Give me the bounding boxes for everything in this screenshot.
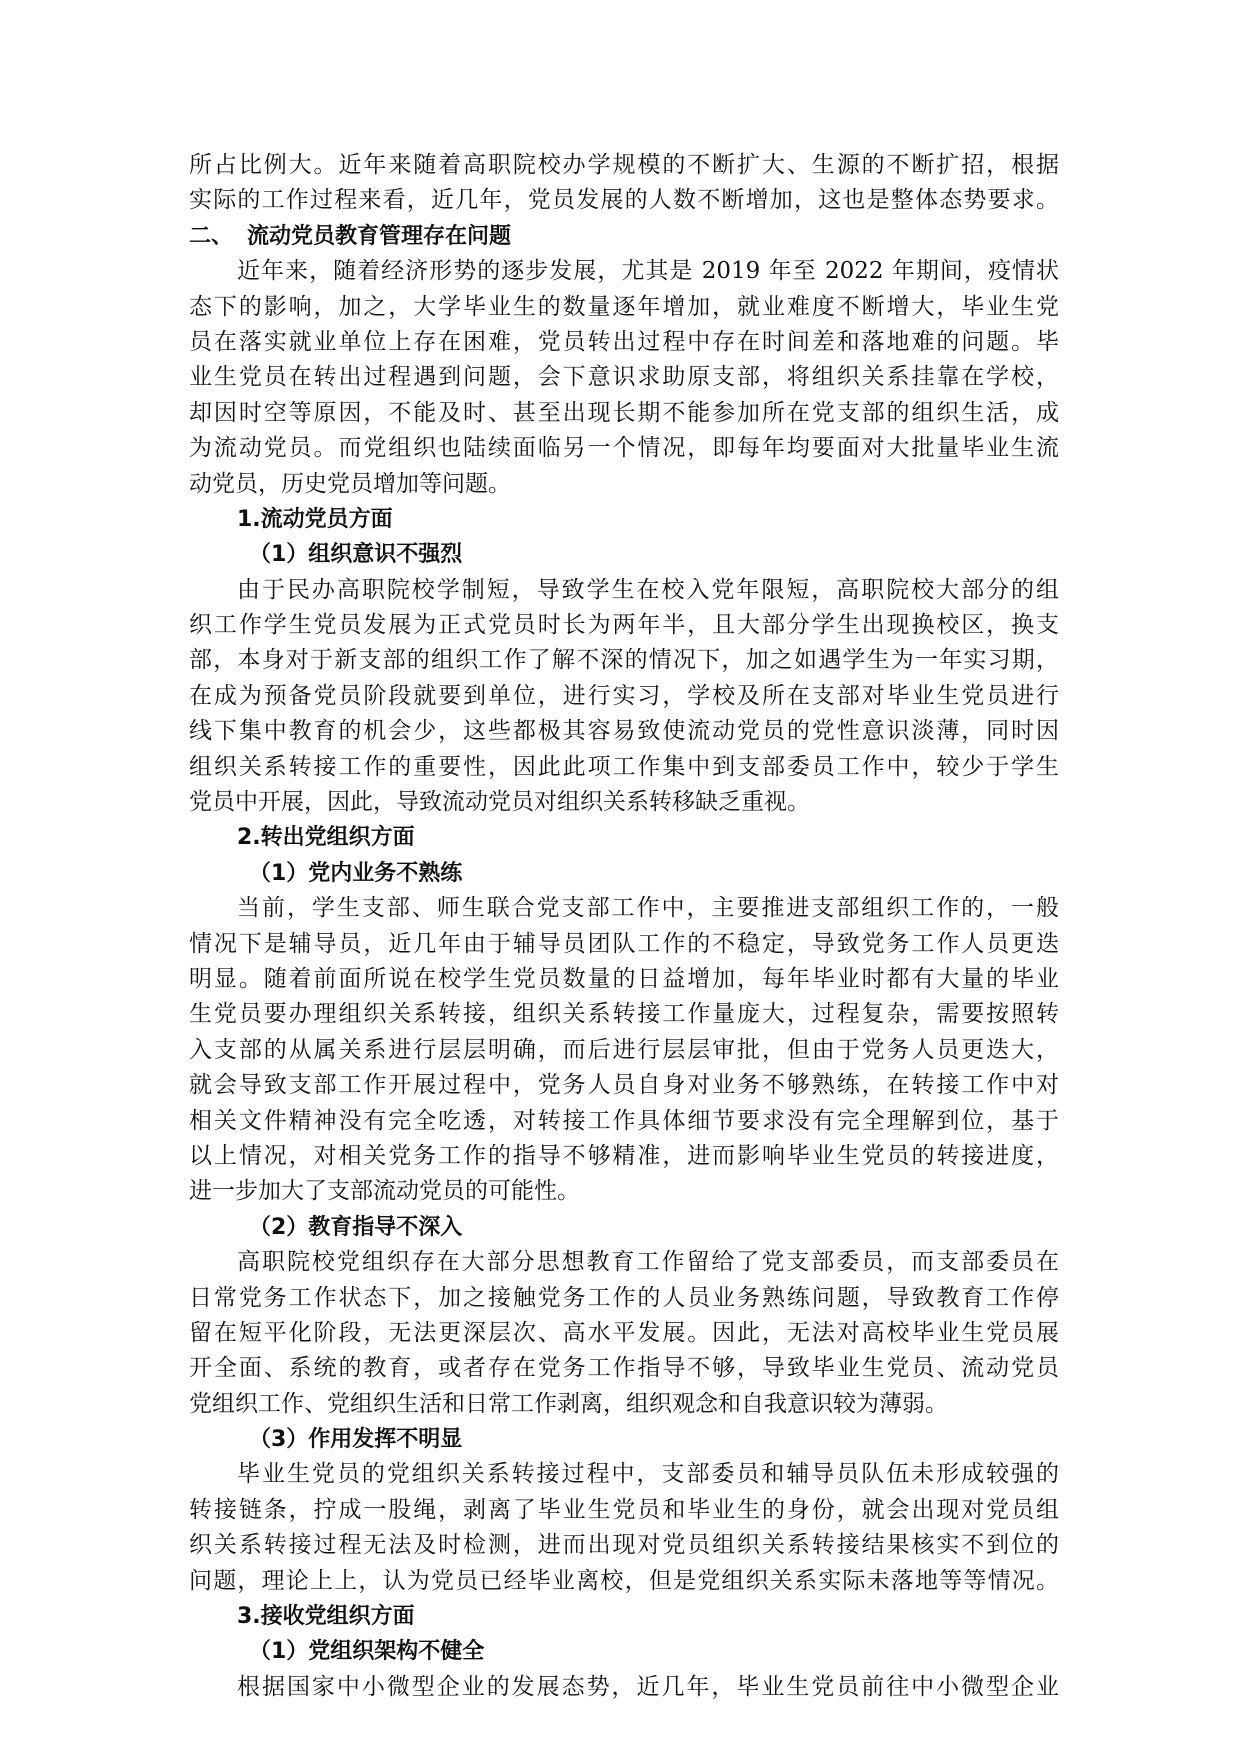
text-line: 留在短平化阶段，无法更深层次、高水平发展。因此，无法对高校毕业生党员展 — [189, 1319, 1059, 1346]
sub-subheading: （1）党内业务不熟练 — [249, 860, 463, 886]
text-line: 部，本身对于新支部的组织工作了解不深的情况下，加之如遇学生为一年实习期， — [189, 647, 1059, 674]
paragraph — [189, 254, 1059, 502]
text-line: 就会导致支部工作开展过程中，党务人员自身对业务不够熟练，在转接工作中对 — [189, 1072, 1059, 1099]
text-line: 毕业生党员的党组织关系转接过程中，支部委员和辅导员队伍未形成较强的 — [237, 1461, 1059, 1488]
paragraph — [189, 1670, 1059, 1705]
text-line: 却因时空等原因，不能及时、甚至出现长期不能参加所在党支部的组织生活，成 — [189, 399, 1059, 426]
text-line: 高职院校党组织存在大部分思想教育工作留给了党支部委员，而支部委员在 — [237, 1249, 1059, 1276]
text-line: 相关文件精神没有完全吃透，对转接工作具体细节要求没有完全理解到位，基于 — [189, 1107, 1059, 1134]
text-line: 情况下是辅导员，近几年由于辅导员团队工作的不稳定，导致党务工作人员更迭 — [189, 930, 1059, 957]
sub-subheading: （1）组织意识不强烈 — [249, 542, 463, 568]
text-line: 转接链条，拧成一股绳，剥离了毕业生党员和毕业生的身份，就会出现对党员组 — [189, 1496, 1059, 1523]
sub-subheading: （2）教育指导不深入 — [249, 1214, 463, 1240]
text-line: 近年来，随着经济形势的逐步发展，尤其是 2019 年至 2022 年期间，疫情状 — [237, 258, 1059, 285]
text-line: 业生党员在转出过程遇到问题，会下意识求助原支部，将组织关系挂靠在学校， — [189, 364, 1059, 391]
subheading: 3.接收党组织方面 — [237, 1604, 415, 1630]
text-line: 员在落实就业单位上存在困难，党员转出过程中存在时间差和落地难的问题。毕 — [189, 328, 1059, 355]
text-line: 为流动党员。而党组织也陆续面临另一个情况，即每年均要面对大批量毕业生流 — [189, 435, 1059, 462]
section-number: 二、 — [189, 223, 234, 249]
text-line: 日常党务工作状态下，加之接触党务工作的人员业务熟练问题，导致教育工作停 — [189, 1284, 1059, 1311]
paragraph — [189, 573, 1059, 821]
paragraph — [189, 891, 1059, 1210]
text-line: 生党员要办理组织关系转接，组织关系转接工作量庞大，过程复杂，需要按照转 — [189, 1001, 1059, 1028]
paragraph-continuation — [189, 148, 1059, 219]
text-line: 党员中开展，因此，导致流动党员对组织关系转移缺乏重视。 — [189, 789, 810, 816]
subheading: 2.转出党组织方面 — [237, 825, 415, 851]
paragraph — [189, 1245, 1059, 1422]
section-heading — [189, 219, 1059, 254]
text-line: 实际的工作过程来看，近几年，党员发展的人数不断增加，这也是整体态势要求。 — [189, 187, 1059, 214]
text-line: 线下集中教育的机会少，这些都极其容易致使流动党员的党性意识淡薄，同时因 — [189, 718, 1059, 745]
text-line: 在成为预备党员阶段就要到单位，进行实习，学校及所在支部对毕业生党员进行 — [189, 682, 1059, 709]
text-line: 根据国家中小微型企业的发展态势，近几年，毕业生党员前往中小微型企业 — [237, 1673, 1059, 1700]
text-line: 当前，学生支部、师生联合党支部工作中，主要推进支部组织工作的，一般 — [237, 895, 1059, 922]
text-line: 织工作学生党员发展为正式党员时长为两年半，且大部分学生出现换校区，换支 — [189, 612, 1059, 639]
section-title: 流动党员教育管理存在问题 — [247, 223, 512, 249]
sub-subheading: （1）党组织架构不健全 — [249, 1639, 485, 1665]
text-line: 态下的影响，加之，大学毕业生的数量逐年增加，就业难度不断增大，毕业生党 — [189, 293, 1059, 320]
text-line: 织关系转接过程无法及时检测，进而出现对党员组织关系转接结果核实不到位的 — [189, 1532, 1059, 1559]
text-line: 进一步加大了支部流动党员的可能性。 — [189, 1178, 580, 1205]
text-line: 入支部的从属关系进行层层明确，而后进行层层审批，但由于党务人员更迭大， — [189, 1036, 1059, 1063]
text-line: 动党员，历史党员增加等问题。 — [189, 470, 511, 497]
subheading: 1.流动党员方面 — [237, 506, 393, 532]
paragraph — [189, 1457, 1059, 1599]
document-page — [189, 148, 1059, 1705]
text-line: 党组织工作、党组织生活和日常工作剥离，组织观念和自我意识较为薄弱。 — [189, 1390, 948, 1417]
text-line: 组织关系转接工作的重要性，因此此项工作集中到支部委员工作中，较少于学生 — [189, 753, 1059, 780]
text-line: 问题，理论上上，认为党员已经毕业离校，但是党组织关系实际未落地等等情况。 — [189, 1567, 1059, 1594]
text-line: 明显。随着前面所说在校学生党员数量的日益增加，每年毕业时都有大量的毕业 — [189, 965, 1059, 992]
text-line: 由于民办高职院校学制短，导致学生在校入党年限短，高职院校大部分的组 — [237, 576, 1059, 603]
text-line: 所占比例大。近年来随着高职院校办学规模的不断扩大、生源的不断扩招，根据 — [189, 152, 1059, 178]
sub-subheading: （3）作用发挥不明显 — [249, 1427, 463, 1453]
text-line: 以上情况，对相关党务工作的指导不够精准，进而影响毕业生党员的转接进度， — [189, 1142, 1059, 1169]
text-line: 开全面、系统的教育，或者存在党务工作指导不够，导致毕业生党员、流动党员 — [189, 1355, 1059, 1382]
